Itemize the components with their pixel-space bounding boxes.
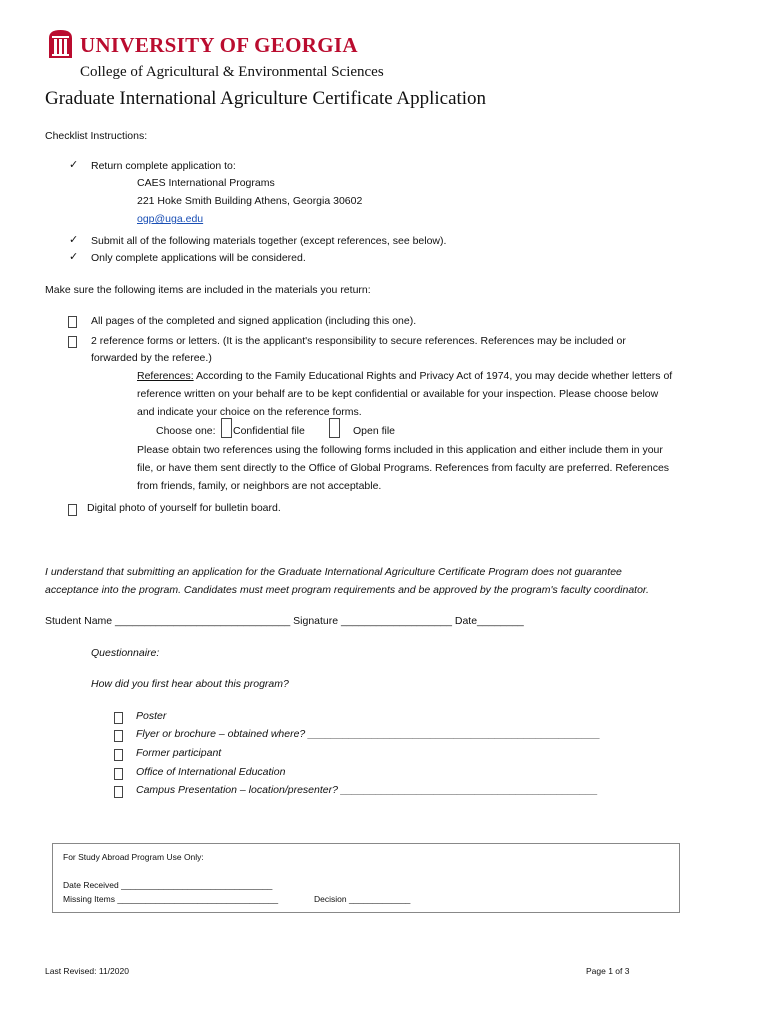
checkbox-pages[interactable]	[68, 314, 77, 332]
address-line-2: 221 Hoke Smith Building Athens, Georgia 30602	[137, 195, 363, 207]
date-received-field[interactable]: Date Received ________________________________	[63, 880, 273, 890]
checkbox-flyer[interactable]	[114, 728, 123, 746]
office-use-heading: For Study Abroad Program Use Only:	[63, 852, 204, 862]
checklist-item-return: Return complete application to:	[91, 160, 236, 172]
option-former-participant: Former participant	[136, 747, 222, 759]
statement-line-2: acceptance into the program. Candidates must meet program requirements and be approved by the program's faculty coordinator.	[45, 584, 649, 596]
uga-logo	[47, 28, 74, 60]
checklist-heading: Checklist Instructions:	[45, 130, 148, 142]
option-campus-presentation: Campus Presentation – location/presenter? ____________________________________________	[136, 784, 598, 796]
office-use-box	[52, 843, 680, 913]
checkbox-confidential[interactable]	[221, 418, 232, 438]
checkbox-references[interactable]	[68, 334, 77, 352]
obtain-paragraph-line-2: file, or have them sent directly to the Office of Global Programs. References from faculty are preferred. References	[137, 462, 670, 474]
statement-line-1: I understand that submitting an application for the Graduate International Agriculture Certificate Program does not guarantee	[45, 566, 622, 578]
checkbox-poster[interactable]	[114, 710, 123, 728]
check-icon: ✓	[69, 158, 79, 171]
missing-items-field[interactable]: Missing Items __________________________________	[63, 894, 279, 904]
college-name: College of Agricultural & Environmental Sciences	[80, 64, 384, 80]
materials-item-pages: All pages of the completed and signed application (including this one).	[91, 315, 417, 327]
university-name: UNIVERSITY OF GEORGIA	[80, 33, 358, 57]
references-label: References:	[137, 370, 194, 382]
page-title: Graduate International Agriculture Certificate Application	[45, 88, 487, 109]
materials-heading: Make sure the following items are included in the materials you return:	[45, 284, 371, 296]
option-confidential: Confidential file	[233, 425, 305, 437]
check-icon: ✓	[69, 233, 79, 246]
checkbox-photo[interactable]	[68, 502, 77, 520]
references-paragraph-line-3: and indicate your choice on the reference forms.	[137, 406, 362, 418]
checkbox-office-intl[interactable]	[114, 766, 123, 784]
option-flyer: Flyer or brochure – obtained where? __________________________________________________	[136, 728, 601, 740]
address-line-1: CAES International Programs	[137, 177, 275, 189]
check-icon: ✓	[69, 250, 79, 263]
materials-item-photo: Digital photo of yourself for bulletin board.	[87, 502, 281, 514]
materials-item-references-cont: forwarded by the referee.)	[91, 352, 212, 364]
option-office-intl: Office of International Education	[136, 766, 286, 778]
questionnaire-heading: Questionnaire:	[91, 647, 160, 659]
page-number: Page 1 of 3	[586, 966, 630, 976]
email-link[interactable]: ogp@uga.edu	[137, 213, 204, 225]
decision-field[interactable]: Decision _____________	[314, 894, 411, 904]
option-poster: Poster	[136, 710, 167, 722]
materials-item-references: 2 reference forms or letters. (It is the applicant's responsibility to secure references. References may be included or	[91, 335, 626, 347]
questionnaire-question: How did you first hear about this program?	[91, 678, 289, 690]
signature-line[interactable]: Student Name ______________________________ Signature ___________________ Date________	[45, 615, 524, 627]
checkbox-open[interactable]	[329, 418, 340, 438]
references-paragraph-line-2: reference written on your behalf are to be kept confidential or available for your inspection. Please choose below	[137, 388, 659, 400]
last-revised: Last Revised: 11/2020	[45, 966, 129, 976]
checklist-item-submit: Submit all of the following materials together (except references, see below).	[91, 235, 447, 247]
checkbox-former-participant[interactable]	[114, 747, 123, 765]
checklist-item-complete: Only complete applications will be considered.	[91, 252, 306, 264]
obtain-paragraph-line-1: Please obtain two references using the following forms included in this application and either include them in your	[137, 444, 663, 456]
checkbox-campus-presentation[interactable]	[114, 784, 123, 802]
references-paragraph-line-1: References: According to the Family Educational Rights and Privacy Act of 1974, you may decide whether letters of	[137, 370, 673, 382]
obtain-paragraph-line-3: from friends, family, or neighbors are not acceptable.	[137, 480, 382, 492]
choose-one-label: Choose one:	[156, 425, 216, 437]
option-open: Open file	[353, 425, 396, 437]
